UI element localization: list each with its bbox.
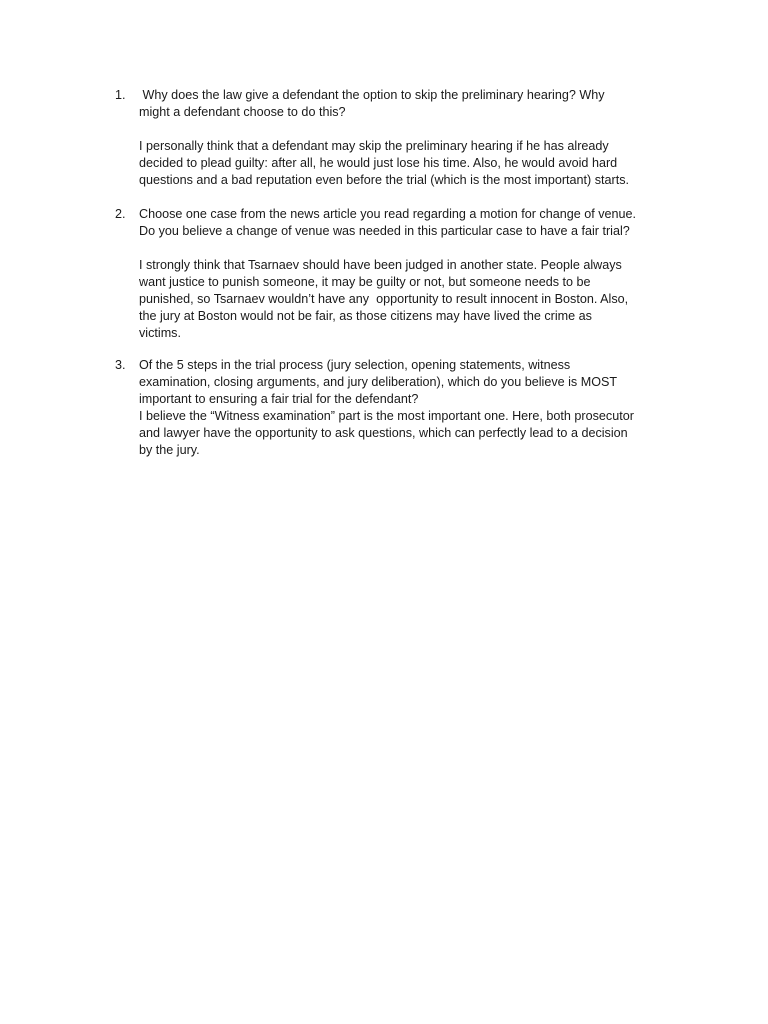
question-body <box>139 357 715 459</box>
answer-text-line: punished, so Tsarnaev wouldn’t have any opportunity to result innocent in Boston. Also, <box>139 292 629 306</box>
answer-text-line: want justice to punish someone, it may be guilty or not, but someone needs to be <box>139 275 591 289</box>
answer-text-line: I strongly think that Tsarnaev should have been judged in another state. People always <box>139 258 622 272</box>
question-text-line: examination, closing arguments, and jury deliberation), which do you believe is MOST <box>139 375 618 389</box>
question-number: 2. <box>115 207 126 221</box>
question-text-line: Why does the law give a defendant the option to skip the preliminary hearing? Why <box>139 88 605 102</box>
question-text-line: important to ensuring a fair trial for the defendant? <box>139 392 419 406</box>
question-text-line: Of the 5 steps in the trial process (jury selection, opening statements, witness <box>139 358 571 372</box>
paragraph-gap <box>139 240 715 257</box>
question-text-line: might a defendant choose to do this? <box>139 105 346 119</box>
question-number: 3. <box>115 358 126 372</box>
answer-text-line: by the jury. <box>139 443 200 457</box>
answer-text-line: questions and a bad reputation even before the trial (which is the most important) starts. <box>139 173 630 187</box>
answer-text-line: I personally think that a defendant may skip the preliminary hearing if he has already <box>139 139 609 153</box>
answer-text-line: I believe the “Witness examination” part is the most important one. Here, both prosecutor <box>139 409 634 423</box>
question-body <box>139 206 715 342</box>
answer-text-line: the jury at Boston would not be fair, as those citizens may have lived the crime as <box>139 309 592 323</box>
answer-text-line: victims. <box>139 326 181 340</box>
answer-text-line: decided to plead guilty: after all, he would just lose his time. Also, he would avoid hard <box>139 156 618 170</box>
answer-text-line: and lawyer have the opportunity to ask questions, which can perfectly lead to a decision <box>139 426 628 440</box>
question-text-line: Do you believe a change of venue was needed in this particular case to have a fair trial? <box>139 224 630 238</box>
question-text-line: Choose one case from the news article you read regarding a motion for change of venue. <box>139 207 637 221</box>
question-body <box>139 87 715 189</box>
question-number: 1. <box>115 88 126 102</box>
paragraph-gap <box>139 121 715 138</box>
